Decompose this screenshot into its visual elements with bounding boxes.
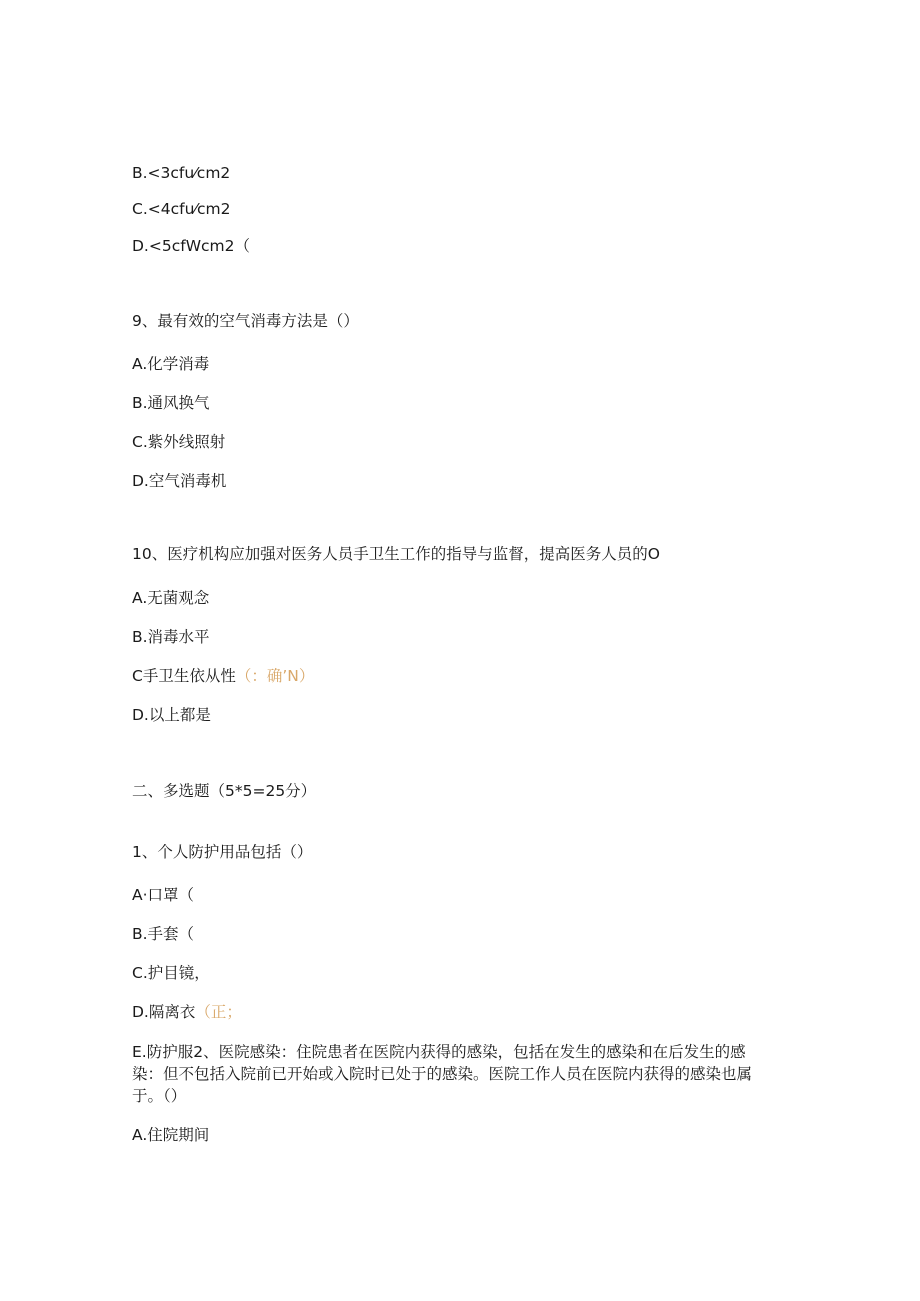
multi-question-1-option-c: C.护目镜， — [132, 964, 210, 982]
question-9-option-d: D.空气消毒机 — [132, 472, 227, 490]
question-9-option-a: A.化学消毒 — [132, 355, 210, 373]
multi-question-1-option-d — [132, 1001, 242, 1023]
option-c-line: C.<4cfu⁄cm2 — [132, 200, 231, 218]
question-10-option-a: A.无菌观念 — [132, 589, 210, 607]
question-10-option-c-text: C手卫生依从性 — [132, 667, 236, 685]
multi-question-1-option-d-text: D.隔离衣 — [132, 1003, 196, 1021]
option-d-line: D.<5cfWcm2（ — [132, 237, 250, 255]
question-10-option-c — [132, 665, 314, 687]
multi-question-1: 1、个人防护用品包括（） — [132, 843, 313, 861]
question-10: 10、医疗机构应加强对医务人员手卫生工作的指导与监督，提高医务人员的O — [132, 545, 660, 563]
multi-question-1-option-a: A·口罩（ — [132, 886, 195, 904]
question-2-option-a: A.住院期间 — [132, 1126, 210, 1144]
question-10-option-d: D.以上都是 — [132, 706, 211, 724]
section-2-heading: 二、多选题（5*5=25分） — [132, 782, 317, 800]
question-9-option-c: C.紫外线照射 — [132, 433, 226, 451]
question-10-option-c-note: （：确’N） — [235, 667, 315, 685]
question-9-option-b: B.通风换气 — [132, 394, 210, 412]
option-b-line: B.<3cfu⁄cm2 — [132, 164, 231, 182]
multi-question-1-option-b: B.手套（ — [132, 925, 195, 943]
question-10-option-b: B.消毒水平 — [132, 628, 210, 646]
question-9: 9、最有效的空气消毒方法是（） — [132, 312, 359, 330]
multi-question-1-option-d-note: （正； — [195, 1003, 242, 1021]
multi-question-1-option-e-and-question-2: E.防护服2、医院感染：住院患者在医院内获得的感染，包括在发生的感染和在后发生的感染：但不包括入院前已开始或入院时已处于的感染。医院工作人员在医院内获得的感染也属于。（） — [132, 1043, 753, 1105]
